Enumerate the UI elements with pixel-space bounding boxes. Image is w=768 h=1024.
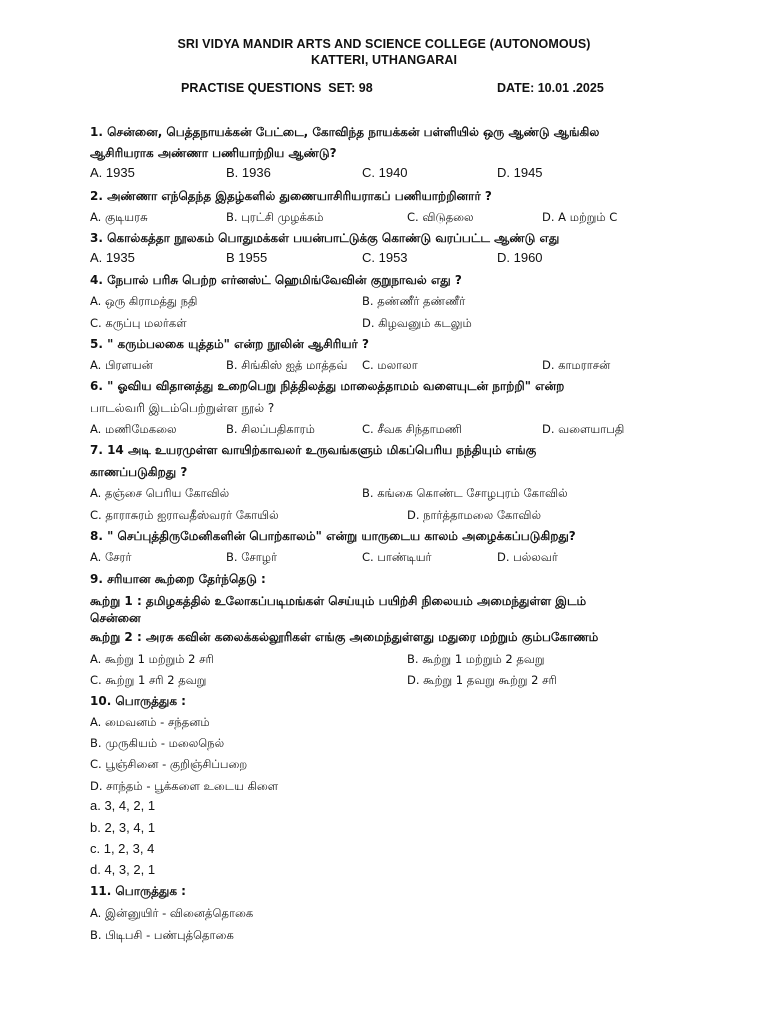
q8-option-a: A. சேரர் bbox=[90, 550, 132, 564]
q6-option-b: B. சிலப்பதிகாரம் bbox=[226, 422, 315, 436]
question-9: 9. சரியான கூற்றை தேர்ந்தெடு : bbox=[90, 572, 266, 586]
college-name: SRI VIDYA MANDIR ARTS AND SCIENCE COLLEGE (AUTONOMOUS) bbox=[177, 37, 591, 51]
q9-option-d: D. கூற்று 1 தவறு கூற்று 2 சரி bbox=[407, 673, 557, 687]
question-5: 5. " கரும்பலகை யுத்தம்" என்ற நூலின் ஆசிரியர் ? bbox=[90, 337, 369, 351]
q1-option-c: C. 1940 bbox=[362, 165, 408, 180]
set-label: PRACTISE QUESTIONS SET: 98 bbox=[181, 81, 373, 95]
q7-option-d: D. நார்த்தாமலை கோவில் bbox=[407, 508, 542, 522]
q10-match-a: A. மைவனம் - சந்தனம் bbox=[90, 715, 210, 729]
q9-statement-2: கூற்று 2 : அரசு கவின் கலைக்கல்லூரிகள் எங்கு அமைந்துள்ளது மதுரை மற்றும் கும்பகோணம் bbox=[90, 630, 599, 644]
q9-statement-1-cont: சென்னை bbox=[90, 611, 141, 625]
date-label: DATE: 10.01 .2025 bbox=[497, 81, 604, 95]
q10-option-b: b. 2, 3, 4, 1 bbox=[90, 820, 156, 835]
q2-option-d: D. A மற்றும் C bbox=[542, 210, 618, 224]
q4-option-d: D. கிழவனும் கடலும் bbox=[362, 316, 472, 330]
q6-option-a: A. மணிமேகலை bbox=[90, 422, 177, 436]
q6-option-d: D. வளையாபதி bbox=[542, 422, 625, 436]
q10-option-c: c. 1, 2, 3, 4 bbox=[90, 841, 155, 856]
question-8: 8. " செப்புத்திருமேனிகளின் பொற்காலம்" என்று யாருடைய காலம் அழைக்கப்படுகிறது? bbox=[90, 529, 576, 543]
question-1: 1. சென்னை, பெத்தநாயக்கன் பேட்டை, கோவிந்த நாயக்கன் பள்ளியில் ஒரு ஆண்டு ஆங்கில bbox=[90, 125, 600, 139]
q6-option-c: C. சீவக சிந்தாமணி bbox=[362, 422, 462, 436]
question-4: 4. நேபால் பரிசு பெற்ற எர்னஸ்ட் ஹெமிங்வேவின் குறுநாவல் எது ? bbox=[90, 273, 462, 287]
q10-match-b: B. முருகியம் - மலைநெல் bbox=[90, 736, 225, 750]
q10-match-d: D. சாந்தம் - பூக்களை உடைய கிளை bbox=[90, 779, 279, 793]
question-1-cont: ஆசிரியராக அண்ணா பணியாற்றிய ஆண்டு? bbox=[90, 146, 337, 160]
q8-option-b: B. சோழர் bbox=[226, 550, 278, 564]
question-11: 11. பொருத்துக : bbox=[90, 884, 186, 898]
q4-option-c: C. கருப்பு மலர்கள் bbox=[90, 316, 187, 330]
q7-option-a: A. தஞ்சை பெரிய கோவில் bbox=[90, 486, 230, 500]
q10-option-d: d. 4, 3, 2, 1 bbox=[90, 862, 156, 877]
question-6: 6. " ஓவிய விதானத்து உறைபெறு நித்திலத்து மாலைத்தாமம் வளையுடன் நாற்றி" என்ற bbox=[90, 379, 565, 393]
q7-option-c: C. தாராசுரம் ஐராவதீஸ்வரர் கோயில் bbox=[90, 508, 279, 522]
q9-statement-1: கூற்று 1 : தமிழகத்தில் உலோகப்படிமங்கள் செய்யும் பயிற்சி நிலையம் அமைந்துள்ள இடம் bbox=[90, 594, 587, 608]
q5-option-b: B. சிங்கிஸ் ஐத் மாத்தவ் bbox=[226, 358, 348, 372]
q11-match-b: B. பிடிபசி - பண்புத்தொகை bbox=[90, 928, 234, 942]
q4-option-b: B. தண்ணீர் தண்ணீர் bbox=[362, 294, 466, 308]
q10-option-a: a. 3, 4, 2, 1 bbox=[90, 798, 156, 813]
q5-option-d: D. காமராசன் bbox=[542, 358, 611, 372]
q1-option-d: D. 1945 bbox=[497, 165, 543, 180]
q11-match-a: A. இன்னுயிர் - வினைத்தொகை bbox=[90, 906, 254, 920]
q4-option-a: A. ஒரு கிராமத்து நதி bbox=[90, 294, 198, 308]
q2-option-b: B. புரட்சி முழக்கம் bbox=[226, 210, 324, 224]
q3-option-b: B 1955 bbox=[226, 250, 268, 265]
q9-option-c: C. கூற்று 1 சரி 2 தவறு bbox=[90, 673, 207, 687]
question-6-cont: பாடல்வரி இடம்பெற்றுள்ள நூல் ? bbox=[90, 401, 275, 415]
q9-option-a: A. கூற்று 1 மற்றும் 2 சரி bbox=[90, 652, 214, 666]
question-3: 3. கொல்கத்தா நூலகம் பொதுமக்கள் பயன்பாட்டுக்கு கொண்டு வரப்பட்ட ஆண்டு எது bbox=[90, 231, 560, 245]
college-place: KATTERI, UTHANGARAI bbox=[310, 53, 458, 67]
q1-option-a: A. 1935 bbox=[90, 165, 135, 180]
q10-match-c: C. பூஞ்சினை - குறிஞ்சிப்பறை bbox=[90, 757, 248, 771]
q7-option-b: B. கங்கை கொண்ட சோழபுரம் கோவில் bbox=[362, 486, 568, 500]
question-7-cont: காணப்படுகிறது ? bbox=[90, 465, 188, 479]
q3-option-a: A. 1935 bbox=[90, 250, 135, 265]
q1-option-b: B. 1936 bbox=[226, 165, 271, 180]
q5-option-c: C. மலாலா bbox=[362, 358, 418, 372]
q8-option-d: D. பல்லவர் bbox=[497, 550, 558, 564]
q3-option-d: D. 1960 bbox=[497, 250, 543, 265]
q8-option-c: C. பாண்டியர் bbox=[362, 550, 432, 564]
question-2: 2. அண்ணா எந்தெந்த இதழ்களில் துணையாசிரியராகப் பணியாற்றினார் ? bbox=[90, 189, 492, 203]
q2-option-a: A. குடியரசு bbox=[90, 210, 148, 224]
question-10: 10. பொருத்துக : bbox=[90, 694, 186, 708]
q3-option-c: C. 1953 bbox=[362, 250, 408, 265]
q2-option-c: C. விடுதலை bbox=[407, 210, 474, 224]
q5-option-a: A. பிரளயன் bbox=[90, 358, 153, 372]
q9-option-b: B. கூற்று 1 மற்றும் 2 தவறு bbox=[407, 652, 545, 666]
question-7: 7. 14 அடி உயரமுள்ள வாயிற்காவலர் உருவங்களும் மிகப்பெரிய நந்தியும் எங்கு bbox=[90, 443, 537, 457]
